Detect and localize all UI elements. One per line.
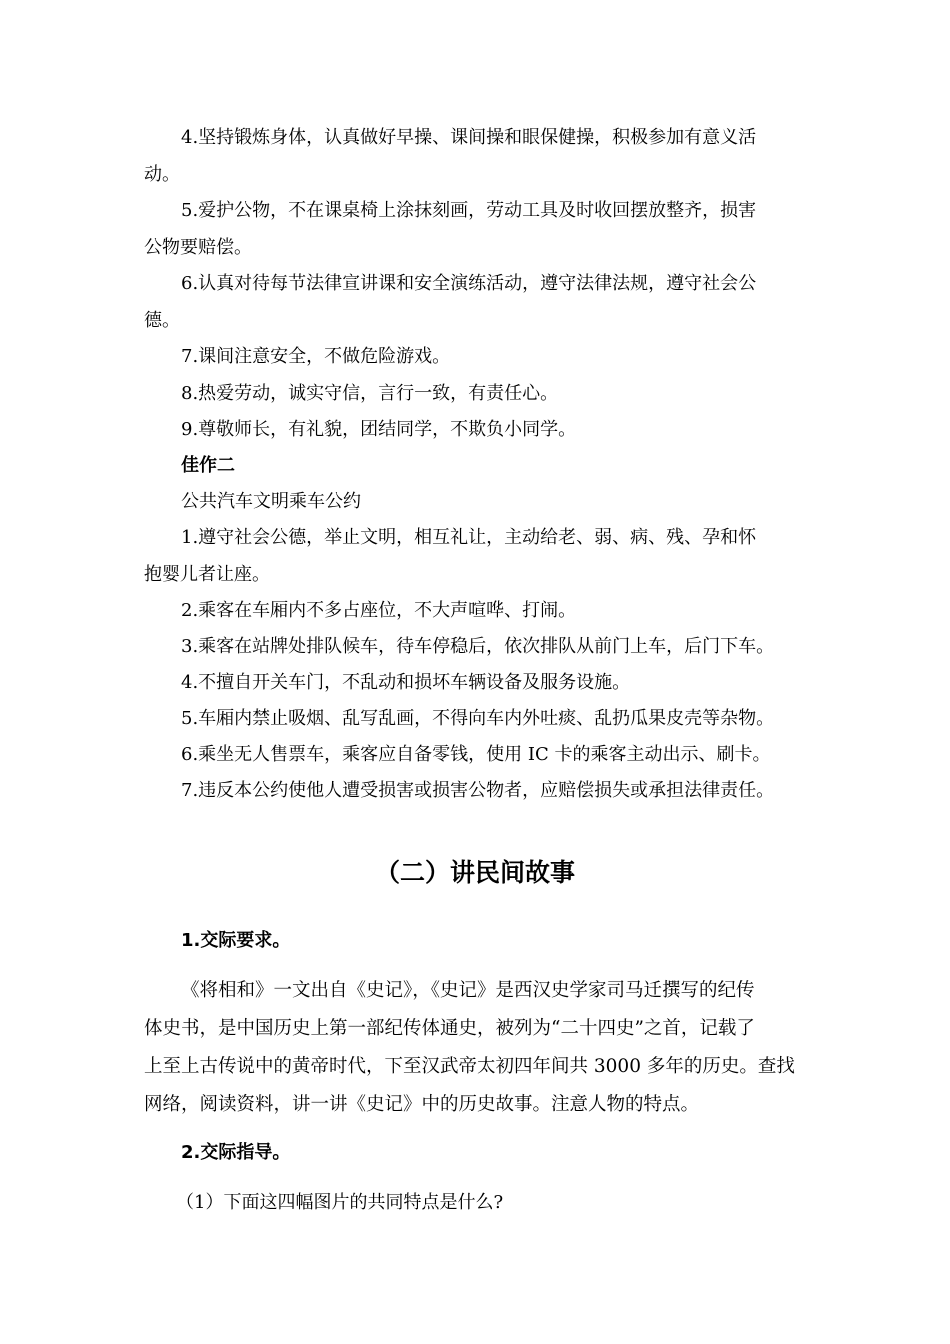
bus-rule-7: 7.违反本公约使他人遭受损害或损害公物者，应赔偿损失或承担法律责任。 (181, 780, 775, 801)
requirement-line-4: 网络，阅读资料，讲一讲《史记》中的历史故事。注意人物的特点。 (144, 1094, 700, 1115)
requirement-line-3: 上至上古传说中的黄帝时代，下至汉武帝太初四年间共 3000 多年的历史。查找 (144, 1056, 795, 1077)
bus-rule-4: 4.不擅自开关车门，不乱动和损坏车辆设备及服务设施。 (181, 672, 631, 693)
bus-rule-1-line-1: 1.遵守社会公德，举止文明，相互礼让，主动给老、弱、病、残、孕和怀 (181, 527, 757, 548)
bus-rule-3: 3.乘客在站牌处排队候车，待车停稳后，依次排队从前门上车，后门下车。 (181, 636, 775, 657)
rule-5-line-1: 5.爱护公物，不在课桌椅上涂抹刻画，劳动工具及时收回摆放整齐，损害 (181, 200, 757, 221)
question-1: （1）下面这四幅图片的共同特点是什么? (176, 1192, 504, 1213)
bus-rule-6: 6.乘坐无人售票车，乘客应自备零钱，使用 IC 卡的乘客主动出示、刷卡。 (181, 744, 771, 765)
heading-jiazuo-2: 佳作二 (181, 455, 235, 476)
bus-rule-2: 2.乘客在车厢内不多占座位，不大声喧哗、打闹。 (181, 600, 577, 621)
requirement-line-1: 《将相和》一文出自《史记》，《史记》是西汉史学家司马迁撰写的纪传 (181, 980, 755, 1001)
rule-5-line-2: 公物要赔偿。 (144, 237, 252, 258)
rule-4-line-2: 动。 (144, 164, 180, 185)
requirement-heading: 1.交际要求。 (181, 930, 291, 951)
rule-7: 7.课间注意安全，不做危险游戏。 (181, 346, 451, 367)
rule-6-line-2: 德。 (144, 310, 180, 331)
bus-rule-5: 5.车厢内禁止吸烟、乱写乱画，不得向车内外吐痰、乱扔瓜果皮壳等杂物。 (181, 708, 775, 729)
requirement-line-2: 体史书，是中国历史上第一部纪传体通史，被列为“二十四史”之首，记载了 (144, 1018, 755, 1039)
bus-rule-1-line-2: 抱婴儿者让座。 (144, 564, 270, 585)
bus-convention-title: 公共汽车文明乘车公约 (181, 491, 361, 512)
rule-8: 8.热爱劳动，诚实守信，言行一致，有责任心。 (181, 383, 559, 404)
rule-9: 9.尊敬师长，有礼貌，团结同学，不欺负小同学。 (181, 419, 577, 440)
rule-4-line-1: 4.坚持锻炼身体，认真做好早操、课间操和眼保健操，积极参加有意义活 (181, 127, 757, 148)
guidance-heading: 2.交际指导。 (181, 1142, 291, 1163)
rule-6-line-1: 6.认真对待每节法律宣讲课和安全演练活动，遵守法律法规，遵守社会公 (181, 273, 757, 294)
section-title: （二）讲民间故事 (374, 858, 575, 887)
